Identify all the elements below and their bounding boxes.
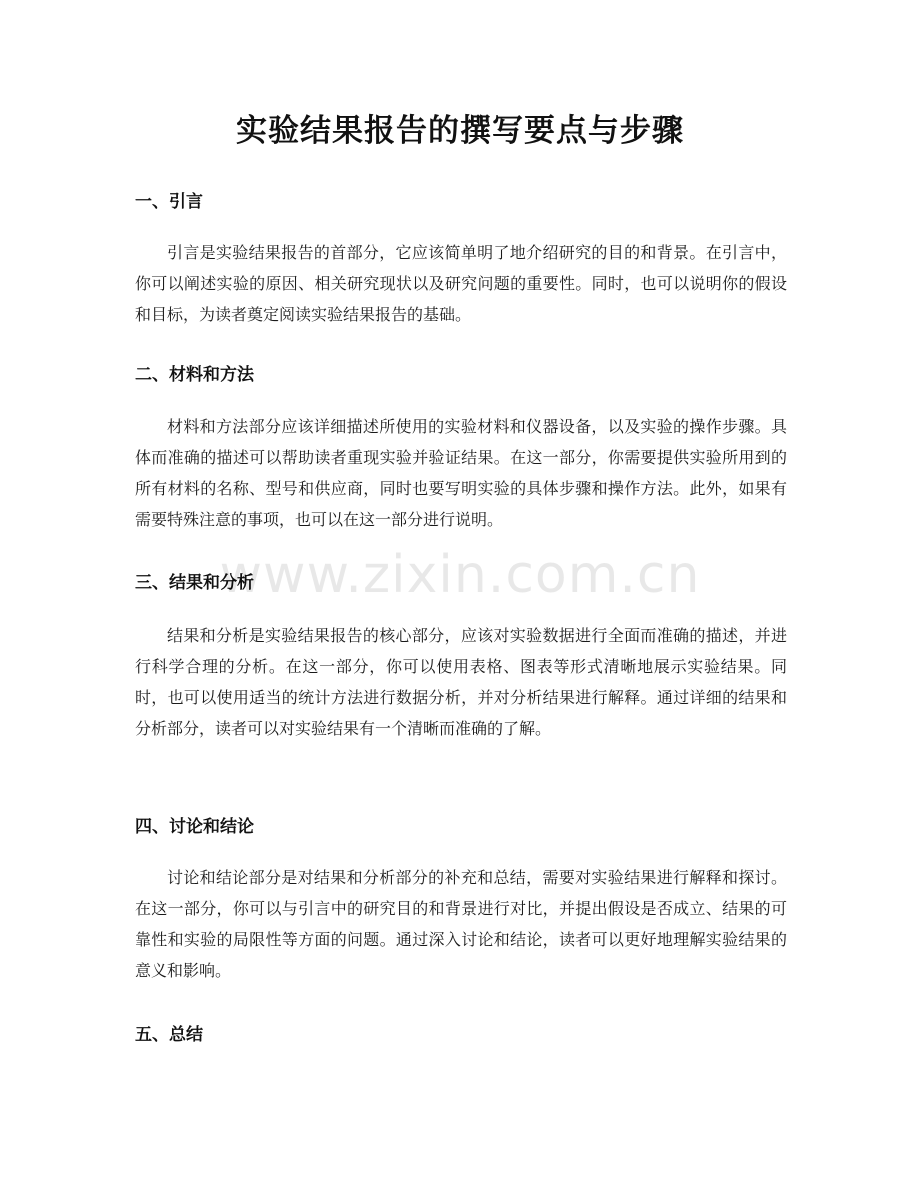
document-title: 实验结果报告的撰写要点与步骤 [236, 113, 684, 149]
section-paragraph-discussion-conclusion: 讨论和结论部分是对结果和分析部分的补充和总结，需要对实验结果进行解释和探讨。在这一部分，你可以与引言中的研究目的和背景进行对比，并提出假设是否成立、结果的可靠性和实验的局限性等方面的问题。通过深入讨论和结论，读者可以更好地理解实验结果的意义和影响。 [135, 868, 787, 980]
section-heading-discussion-conclusion: 四、讨论和结论 [135, 817, 254, 837]
section-heading-summary: 五、总结 [135, 1025, 203, 1045]
section-heading-introduction: 一、引言 [135, 192, 203, 212]
section-paragraph-introduction: 引言是实验结果报告的首部分，它应该简单明了地介绍研究的目的和背景。在引言中，你可以阐述实验的原因、相关研究现状以及研究问题的重要性。同时，也可以说明你的假设和目标，为读者奠定阅读实验结果报告的基础。 [135, 243, 787, 324]
section-heading-results-analysis: 三、结果和分析 [135, 573, 254, 593]
section-paragraph-results-analysis: 结果和分析是实验结果报告的核心部分，应该对实验数据进行全面而准确的描述，并进行科学合理的分析。在这一部分，你可以使用表格、图表等形式清晰地展示实验结果。同时，也可以使用适当的统计方法进行数据分析，并对分析结果进行解释。通过详细的结果和分析部分，读者可以对实验结果有一个清晰而准确的了解。 [135, 626, 787, 738]
watermark: www.zixin.com.cn [219, 545, 701, 605]
section-heading-materials-methods: 二、材料和方法 [135, 365, 254, 385]
section-paragraph-materials-methods: 材料和方法部分应该详细描述所使用的实验材料和仪器设备，以及实验的操作步骤。具体而准确的描述可以帮助读者重现实验并验证结果。在这一部分，你需要提供实验所用到的所有材料的名称、型号和供应商，同时也要写明实验的具体步骤和操作方法。此外，如果有需要特殊注意的事项，也可以在这一部分进行说明。 [135, 417, 787, 529]
